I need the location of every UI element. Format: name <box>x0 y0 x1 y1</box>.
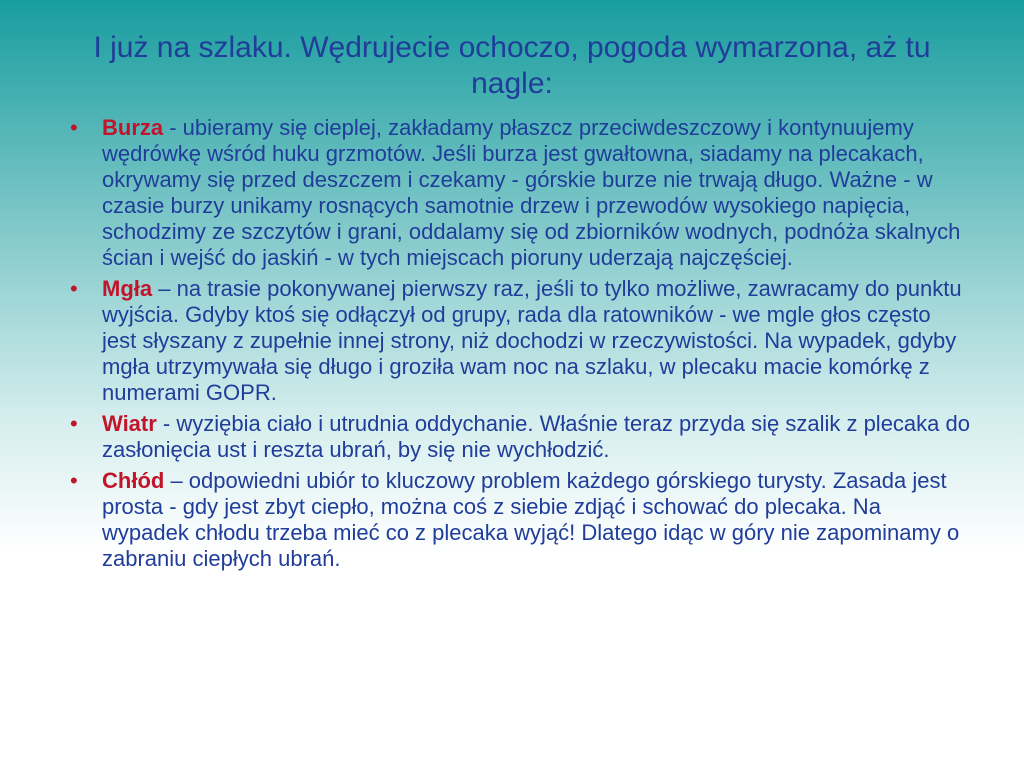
bullet-term: Burza <box>102 115 164 140</box>
bullet-term: Wiatr <box>102 411 157 436</box>
bullet-icon: • <box>70 115 78 140</box>
bullet-text: - ubieramy się cieplej, zakładamy płaszcz przeciwdeszczowy i kontynuujemy wędrówkę wśród huku grzmotów. Jeśli burza jest gwałtowna, siadamy na plecakach, okrywamy się przed deszczem i czekamy - górskie burze nie trwają długo. Ważne - w czasie burzy unikamy rosnących samotnie drzew i przewodów wysokiego napięcia, schodzimy ze szczytów i grani, oddalamy się od zbiorników wodnych, podnóża skalnych ścian i wejść do jaskiń - w tych miejscach pioruny uderzają najczęściej. <box>102 115 961 270</box>
bullet-list <box>60 115 970 577</box>
slide-title: I już na szlaku. Wędrujecie ochoczo, pogoda wymarzona, aż tu nagle: <box>93 31 931 100</box>
bullet-term: Mgła <box>102 276 153 301</box>
bullet-item-wiatr <box>60 411 970 463</box>
bullet-text: – na trasie pokonywanej pierwszy raz, jeśli to tylko możliwe, zawracamy do punktu wyjścia. Gdyby ktoś się odłączył od grupy, rada dla ratowników - we mgle głos często jest słyszany z zupełnie innej strony, niż dochodzi w rzeczywistości. Na wypadek, gdyby mgła utrzymywała się długo i groziła wam noc na szlaku, w plecaku macie komórkę z numerami GOPR. <box>102 276 962 405</box>
bullet-icon: • <box>70 276 78 301</box>
bullet-text: – odpowiedni ubiór to kluczowy problem każdego górskiego turysty. Zasada jest prosta - gdy jest zbyt ciepło, można coś z siebie zdjąć i schować do plecaka. Na wypadek chłodu trzeba mieć co z plecaka wyjąć! Dlatego idąc w góry nie zapominamy o zabraniu ciepłych ubrań. <box>102 468 960 571</box>
bullet-icon: • <box>70 468 78 493</box>
bullet-item-burza <box>60 115 970 271</box>
bullet-icon: • <box>70 411 78 436</box>
bullet-term: Chłód <box>102 468 165 493</box>
bullet-item-mgla <box>60 276 970 406</box>
bullet-item-chlod <box>60 468 970 572</box>
bullet-text: - wyziębia ciało i utrudnia oddychanie. Właśnie teraz przyda się szalik z plecaka do zasłonięcia ust i reszta ubrań, by się nie wychłodzić. <box>102 411 970 462</box>
